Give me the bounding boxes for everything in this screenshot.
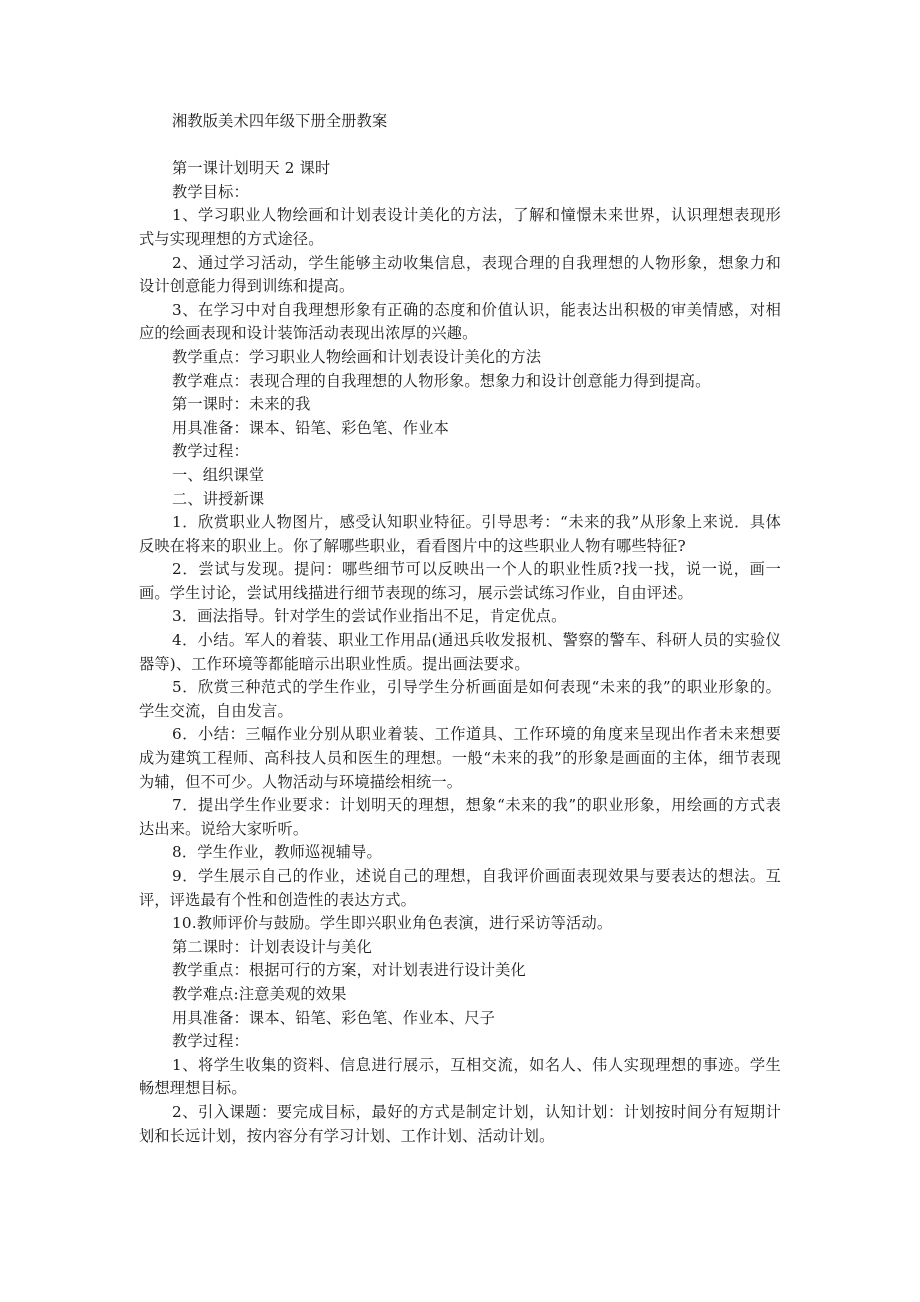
paragraph: 10.教师评价与鼓励。学生即兴职业角色表演，进行采访等活动。 [172,914,613,933]
paragraph: 1、学习职业人物绘画和计划表设计美化的方法，了解和憧憬未来世界，认识理想表现形式与实现理想的方式途径。 [139,206,781,248]
paragraph: 教学目标： [172,182,249,201]
paragraph: 1．欣赏职业人物图片，感受认知职业特征。引导思考：“未来的我”从形象上来说．具体反映在将来的职业上。你了解哪些职业，看看图片中的这些职业人物有哪些特征? [139,513,781,555]
paragraph: 6．小结：三幅作业分别从职业着装、工作道具、工作环境的角度来呈现出作者未来想要成为建筑工程师、高科技人员和医生的理想。一般“未来的我”的形象是画面的主体，细节表现为辅，但不可少。人物活动与环境描绘相统一。 [139,725,781,791]
paragraph: 3．画法指导。针对学生的尝试作业指出不足，肯定优点。 [172,607,567,626]
paragraph: 用具准备：课本、铅笔、彩色笔、作业本 [172,418,449,437]
paragraph: 教学过程： [172,1032,249,1051]
paragraph: 用具准备：课本、铅笔、彩色笔、作业本、尺子 [172,1008,496,1027]
paragraph: 2．尝试与发现。提问：哪些细节可以反映出一个人的职业性质?找一找，说一说，画一画。学生讨论，尝试用线描进行细节表现的练习，展示尝试练习作业，自由评述。 [139,560,781,602]
paragraph: 1、将学生收集的资料、信息进行展示，互相交流，如名人、伟人实现理想的事迹。学生畅想理想目标。 [139,1055,781,1098]
paragraph: 第一课计划明天 2 课时 [172,159,331,178]
paragraph: 一、组织课堂 [172,465,265,484]
paragraph: 7．提出学生作业要求：计划明天的理想，想象“未来的我”的职业形象，用绘画的方式表达出来。说给大家听听。 [139,796,781,838]
paragraph: 教学重点：根据可行的方案，对计划表进行设计美化 [172,961,526,980]
paragraph: 4．小结。军人的着装、职业工作用品(通迅兵收发报机、警察的警车、科研人员的实验仪器等)、工作环境等都能暗示出职业性质。提出画法要求。 [139,631,781,673]
paragraph: 5．欣赏三种范式的学生作业，引导学生分析画面是如何表现“未来的我”的职业形象的。学生交流，自由发言。 [139,678,781,720]
paragraph-list [139,157,781,1148]
document-title: 湘教版美术四年级下册全册教案 [172,112,388,130]
paragraph: 2、通过学习活动，学生能够主动收集信息，表现合理的自我理想的人物形象，想象力和设计创意能力得到训练和提高。 [139,253,781,296]
paragraph: 8．学生作业，教师巡视辅导。 [172,843,382,862]
paragraph: 教学难点:注意美观的效果 [172,984,347,1003]
paragraph: 二、讲授新课 [172,489,265,508]
paragraph: 教学重点：学习职业人物绘画和计划表设计美化的方法 [172,347,542,366]
title-spacer [139,134,781,158]
paragraph: 第二课时：计划表设计与美化 [172,937,373,956]
paragraph: 2、引入课题：要完成目标，最好的方式是制定计划，认知计划：计划按时间分有短期计划和长远计划，按内容分有学习计划、工作计划、活动计划。 [139,1102,781,1145]
paragraph: 教学过程： [172,442,249,461]
paragraph: 9．学生展示自己的作业，述说自己的理想，自我评价画面表现效果与要表达的想法。互评，评选最有个性和创造性的表达方式。 [139,867,781,909]
paragraph: 第一课时：未来的我 [172,395,311,414]
document-body [139,110,781,1148]
paragraph: 3、在学习中对自我理想形象有正确的态度和价值认识，能表达出积极的审美情感，对相应的绘画表现和设计装饰活动表现出浓厚的兴趣。 [139,300,781,343]
paragraph: 教学难点：表现合理的自我理想的人物形象。想象力和设计创意能力得到提高。 [172,371,711,390]
